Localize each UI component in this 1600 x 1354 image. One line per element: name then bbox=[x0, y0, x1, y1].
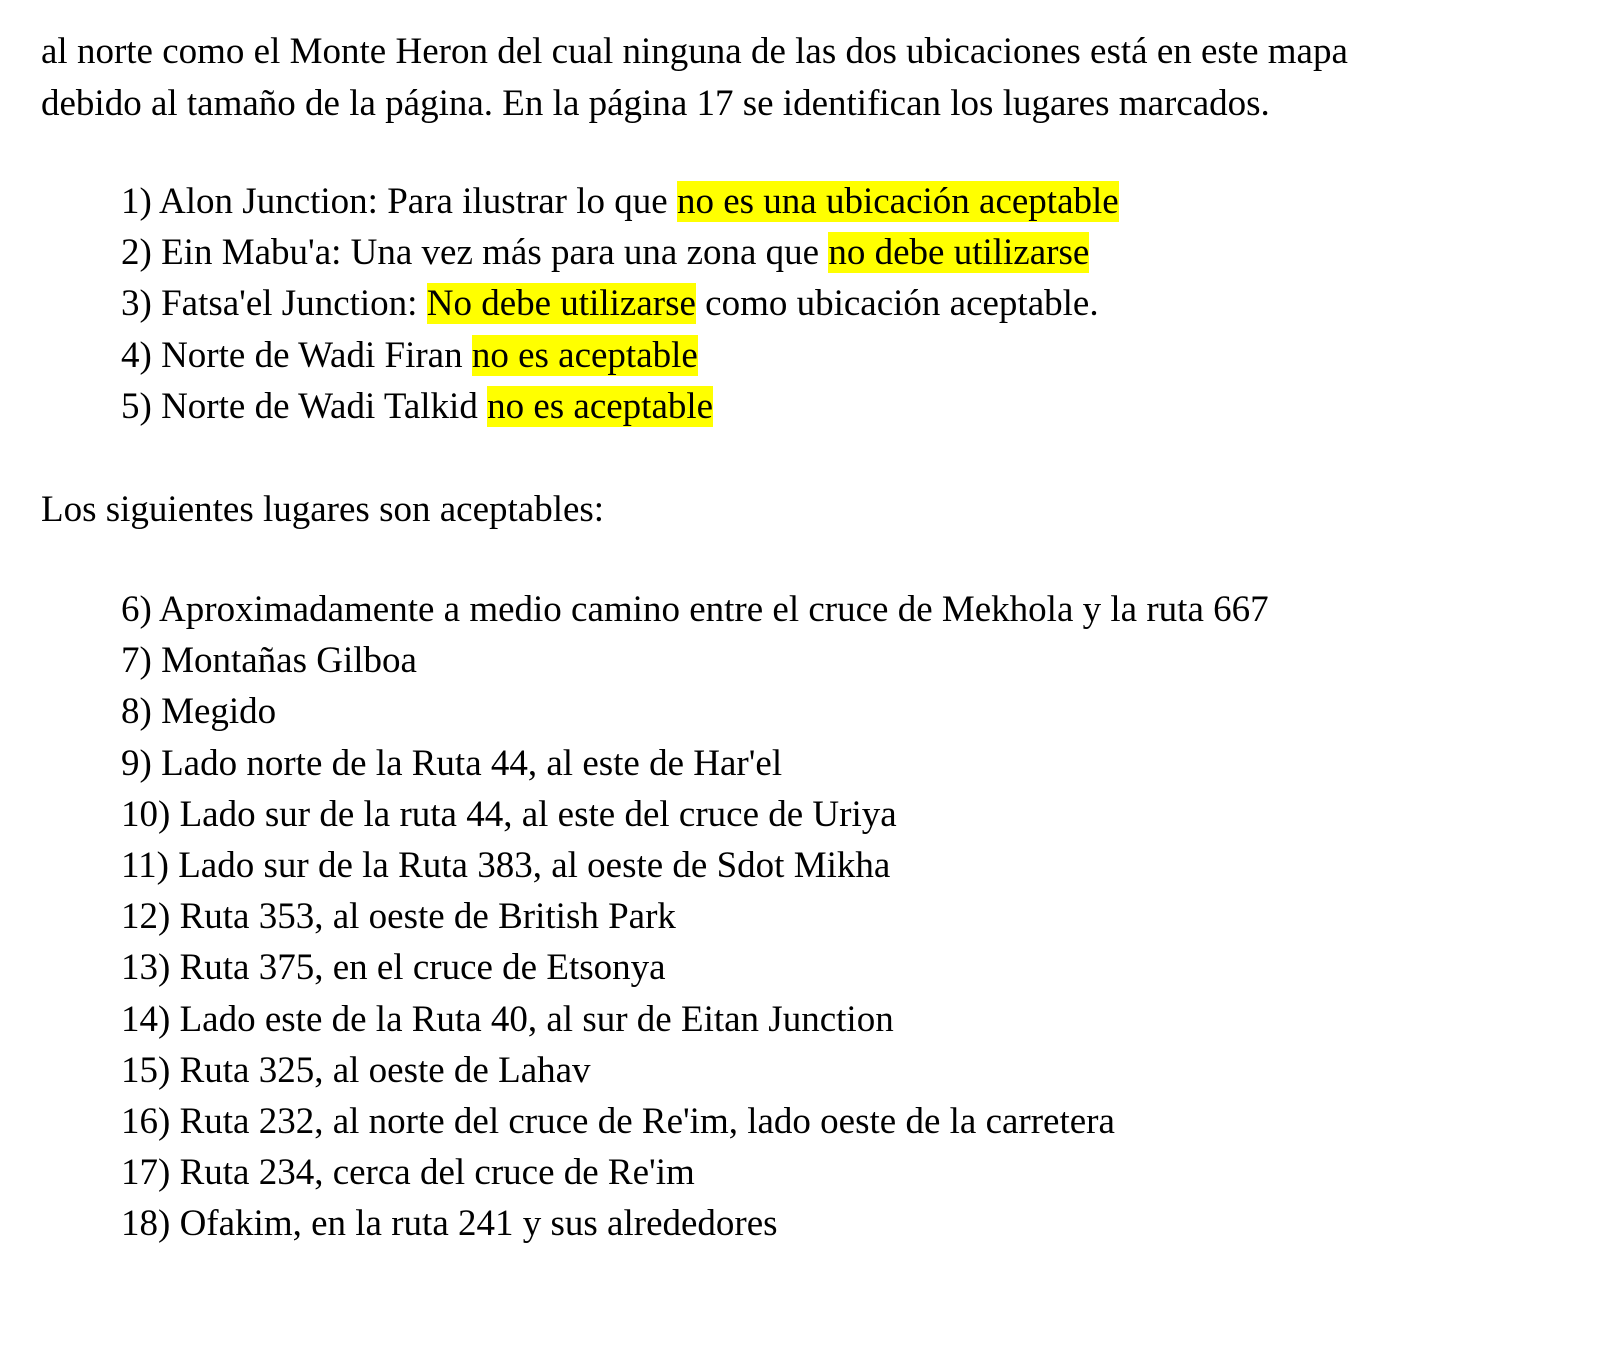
item-text: Lado este de la Ruta 40, al sur de Eitan Junction bbox=[179, 998, 894, 1040]
item-text: Lado norte de la Ruta 44, al este de Har'el bbox=[161, 742, 783, 784]
item-number: 16) bbox=[121, 1100, 171, 1142]
item-number: 9) bbox=[121, 742, 152, 784]
list-item bbox=[121, 1045, 1269, 1096]
item-number: 14) bbox=[121, 998, 171, 1040]
acceptable-locations-list bbox=[121, 584, 1269, 1249]
item-number: 11) bbox=[121, 844, 169, 886]
list-item bbox=[121, 994, 1269, 1045]
item-text: Ofakim, en la ruta 241 y sus alrededores bbox=[179, 1203, 778, 1245]
list-item bbox=[121, 176, 1119, 227]
item-number: 1) bbox=[121, 181, 152, 222]
item-text: Aproximadamente a medio camino entre el cruce de Mekhola y la ruta 667 bbox=[159, 589, 1269, 630]
item-number: 8) bbox=[121, 691, 152, 733]
item-number: 10) bbox=[121, 793, 171, 835]
list-item bbox=[121, 330, 1119, 381]
highlighted-text: no debe utilizarse bbox=[828, 232, 1090, 274]
intro-line-1: al norte como el Monte Heron del cual ninguna de las dos ubicaciones está en este mapa bbox=[41, 31, 1348, 72]
list-item bbox=[121, 942, 1269, 993]
item-text: Fatsa'el Junction: bbox=[161, 283, 427, 325]
list-item bbox=[121, 840, 1269, 891]
highlighted-text: No debe utilizarse bbox=[426, 283, 696, 325]
item-number: 3) bbox=[121, 283, 152, 325]
item-text-after: como ubicación aceptable. bbox=[695, 283, 1099, 325]
item-text: Lado sur de la ruta 44, al este del cruce de Uriya bbox=[179, 793, 897, 835]
item-number: 17) bbox=[121, 1152, 171, 1194]
list-item bbox=[121, 381, 1119, 432]
intro-line-2: debido al tamaño de la página. En la página 17 se identifican los lugares marcados. bbox=[41, 83, 1270, 124]
intro-paragraph bbox=[41, 26, 1581, 130]
item-text: Alon Junction: Para ilustrar lo que bbox=[159, 181, 677, 222]
highlighted-text: no es aceptable bbox=[487, 385, 714, 427]
item-text: Ruta 353, al oeste de British Park bbox=[179, 896, 676, 938]
item-text: Norte de Wadi Firan bbox=[161, 334, 472, 376]
list-item bbox=[121, 891, 1269, 942]
list-item bbox=[121, 738, 1269, 789]
list-item bbox=[121, 1096, 1269, 1147]
list-item bbox=[121, 789, 1269, 840]
item-number: 4) bbox=[121, 334, 152, 376]
item-text: Montañas Gilboa bbox=[161, 640, 417, 682]
item-text: Ruta 232, al norte del cruce de Re'im, lado oeste de la carretera bbox=[179, 1100, 1115, 1142]
item-number: 13) bbox=[121, 947, 171, 989]
item-number: 7) bbox=[121, 640, 152, 682]
item-text: Lado sur de la Ruta 383, al oeste de Sdot Mikha bbox=[178, 844, 891, 886]
item-text: Norte de Wadi Talkid bbox=[161, 385, 488, 427]
item-text: Megido bbox=[161, 691, 277, 733]
item-number: 6) bbox=[121, 589, 152, 630]
list-item bbox=[121, 584, 1269, 635]
highlighted-text: no es aceptable bbox=[471, 334, 698, 376]
list-item bbox=[121, 1147, 1269, 1198]
list-item bbox=[121, 278, 1119, 329]
list-item bbox=[121, 227, 1119, 278]
item-text: Ruta 375, en el cruce de Etsonya bbox=[179, 947, 666, 989]
list-item bbox=[121, 1198, 1269, 1249]
list-item bbox=[121, 686, 1269, 737]
list-item bbox=[121, 635, 1269, 686]
unacceptable-locations-list bbox=[121, 176, 1119, 432]
item-number: 5) bbox=[121, 385, 152, 427]
item-number: 2) bbox=[121, 232, 152, 274]
item-text: Ruta 234, cerca del cruce de Re'im bbox=[179, 1152, 695, 1194]
item-number: 12) bbox=[121, 896, 171, 938]
item-number: 15) bbox=[121, 1049, 171, 1091]
item-text: Ruta 325, al oeste de Lahav bbox=[179, 1049, 591, 1091]
highlighted-text: no es una ubicación aceptable bbox=[676, 181, 1119, 222]
acceptable-heading: Los siguientes lugares son aceptables: bbox=[41, 489, 605, 530]
item-number: 18) bbox=[121, 1203, 171, 1245]
item-text: Ein Mabu'a: Una vez más para una zona que bbox=[161, 232, 829, 274]
